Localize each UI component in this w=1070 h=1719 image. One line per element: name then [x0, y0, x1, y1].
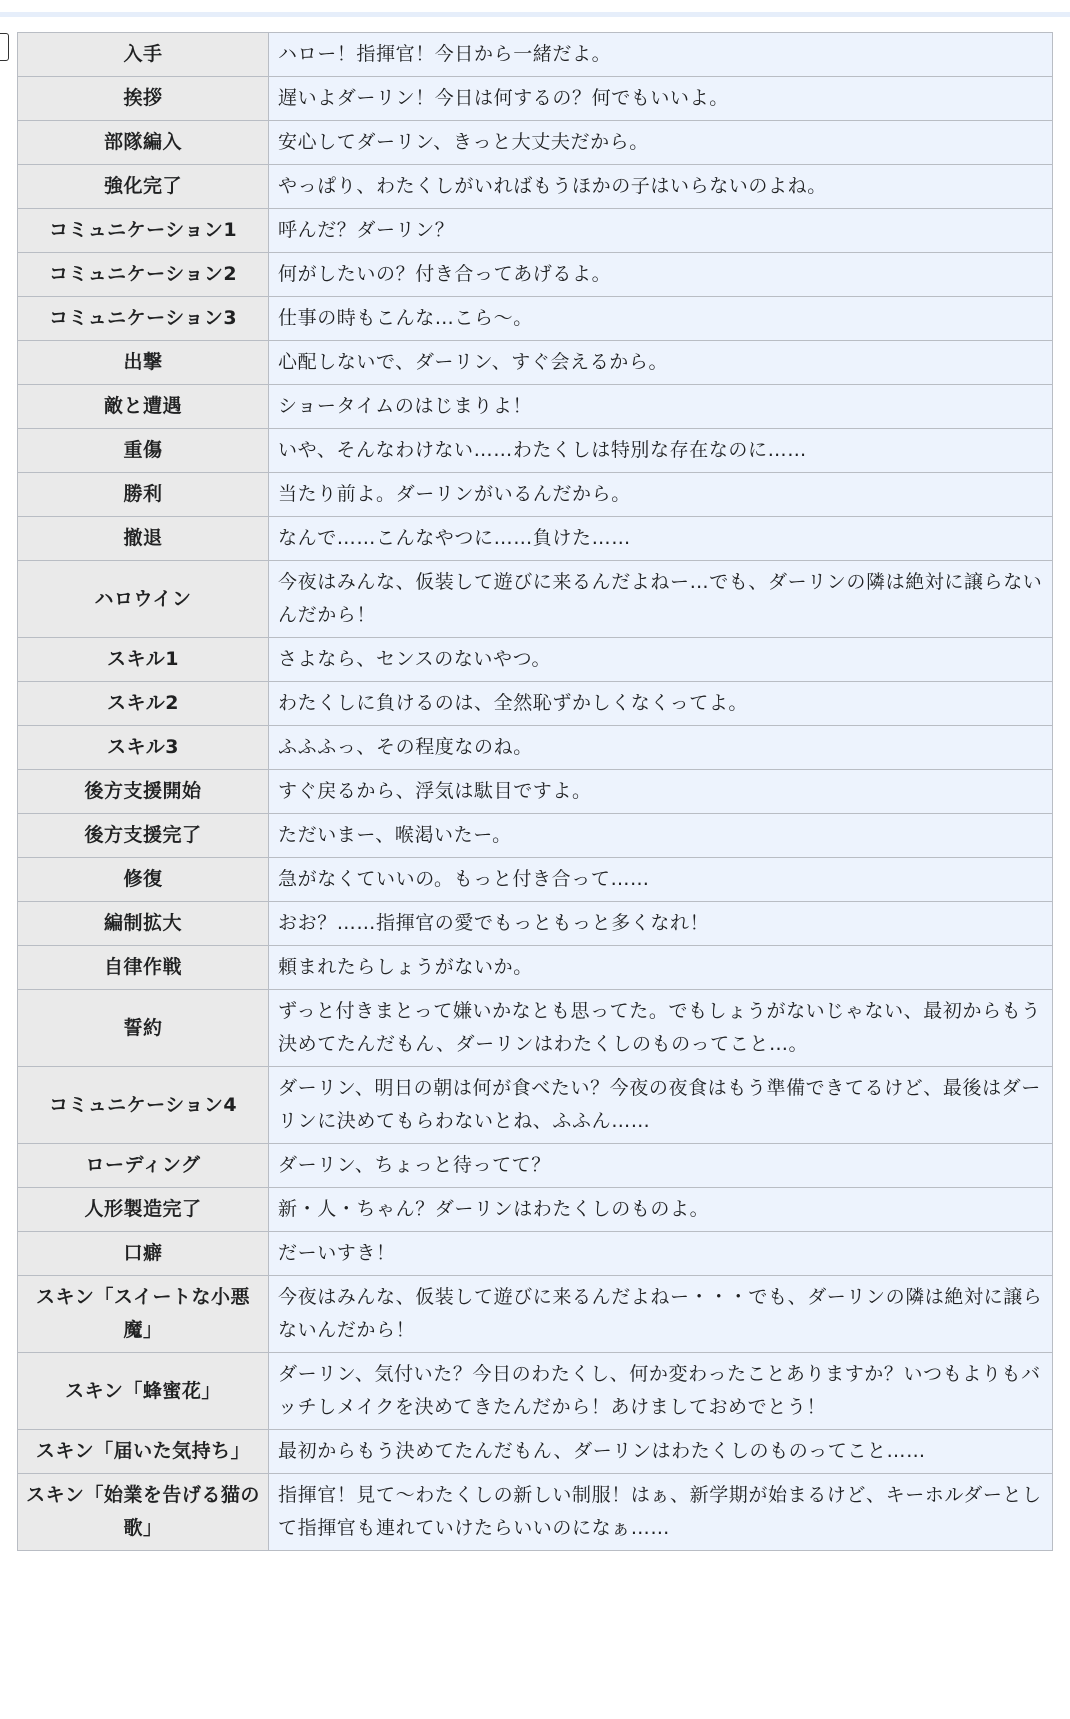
table-row — [18, 1276, 1053, 1353]
voice-line-text: なんで……こんなやつに……負けた…… — [269, 517, 1053, 561]
voice-line-text: 安心してダーリン、きっと大丈夫だから。 — [269, 121, 1053, 165]
table-row — [18, 1144, 1053, 1188]
voice-trigger-label: 誓約 — [18, 990, 269, 1067]
table-row — [18, 638, 1053, 682]
voice-trigger-label: 自律作戦 — [18, 946, 269, 990]
voice-line-text: いや、そんなわけない……わたくしは特別な存在なのに…… — [269, 429, 1053, 473]
table-row — [18, 770, 1053, 814]
voice-line-text: ずっと付きまとって嫌いかなとも思ってた。でもしょうがないじゃない、最初からもう決めてたんだもん、ダーリンはわたくしのものってこと…。 — [269, 990, 1053, 1067]
voice-line-text: 最初からもう決めてたんだもん、ダーリンはわたくしのものってこと…… — [269, 1430, 1053, 1474]
voice-line-text: おお？……指揮官の愛でもっともっと多くなれ！ — [269, 902, 1053, 946]
voice-lines-body — [18, 33, 1053, 1551]
voice-line-text: わたくしに負けるのは、全然恥ずかしくなくってよ。 — [269, 682, 1053, 726]
table-row — [18, 1353, 1053, 1430]
table-row — [18, 858, 1053, 902]
table-row — [18, 682, 1053, 726]
voice-trigger-label: 挨拶 — [18, 77, 269, 121]
voice-trigger-label: 口癖 — [18, 1232, 269, 1276]
voice-line-text: 仕事の時もこんな…こら～。 — [269, 297, 1053, 341]
table-row — [18, 902, 1053, 946]
voice-trigger-label: スキン「蜂蜜花」 — [18, 1353, 269, 1430]
voice-trigger-label: 修復 — [18, 858, 269, 902]
table-row — [18, 1474, 1053, 1551]
voice-trigger-label: コミュニケーション3 — [18, 297, 269, 341]
voice-line-text: 心配しないで、ダーリン、すぐ会えるから。 — [269, 341, 1053, 385]
voice-trigger-label: 強化完了 — [18, 165, 269, 209]
voice-trigger-label: 出撃 — [18, 341, 269, 385]
voice-line-text: ただいまー、喉渇いたー。 — [269, 814, 1053, 858]
table-row — [18, 814, 1053, 858]
voice-line-text: 呼んだ？ダーリン？ — [269, 209, 1053, 253]
voice-trigger-label: スキン「スイートな小悪魔」 — [18, 1276, 269, 1353]
top-divider — [0, 12, 1070, 17]
table-row — [18, 517, 1053, 561]
voice-trigger-label: スキン「届いた気持ち」 — [18, 1430, 269, 1474]
voice-line-text: ダーリン、気付いた？今日のわたくし、何か変わったことありますか？いつもよりもバッチしメイクを決めてきたんだから！あけましておめでとう！ — [269, 1353, 1053, 1430]
edge-control[interactable] — [0, 33, 9, 61]
voice-line-text: 今夜はみんな、仮装して遊びに来るんだよねー…でも、ダーリンの隣は絶対に譲らないんだから！ — [269, 561, 1053, 638]
voice-trigger-label: 部隊編入 — [18, 121, 269, 165]
table-row — [18, 473, 1053, 517]
voice-trigger-label: 後方支援開始 — [18, 770, 269, 814]
voice-trigger-label: コミュニケーション4 — [18, 1067, 269, 1144]
voice-trigger-label: スキル1 — [18, 638, 269, 682]
voice-line-text: だーいすき！ — [269, 1232, 1053, 1276]
voice-line-text: ダーリン、明日の朝は何が食べたい？今夜の夜食はもう準備できてるけど、最後はダーリンに決めてもらわないとね、ふふん…… — [269, 1067, 1053, 1144]
table-row — [18, 561, 1053, 638]
table-row — [18, 341, 1053, 385]
table-row — [18, 1188, 1053, 1232]
voice-line-text: 急がなくていいの。もっと付き合って…… — [269, 858, 1053, 902]
table-row — [18, 297, 1053, 341]
table-row — [18, 33, 1053, 77]
table-row — [18, 121, 1053, 165]
voice-line-text: やっぱり、わたくしがいればもうほかの子はいらないのよね。 — [269, 165, 1053, 209]
table-row — [18, 1430, 1053, 1474]
voice-trigger-label: スキン「始業を告げる猫の歌」 — [18, 1474, 269, 1551]
voice-trigger-label: 敵と遭遇 — [18, 385, 269, 429]
voice-trigger-label: ハロウイン — [18, 561, 269, 638]
voice-line-text: 頼まれたらしょうがないか。 — [269, 946, 1053, 990]
voice-trigger-label: ローディング — [18, 1144, 269, 1188]
voice-trigger-label: 後方支援完了 — [18, 814, 269, 858]
table-row — [18, 990, 1053, 1067]
voice-line-text: ハロー！指揮官！今日から一緒だよ。 — [269, 33, 1053, 77]
voice-line-text: 今夜はみんな、仮装して遊びに来るんだよねー・・・でも、ダーリンの隣は絶対に譲らないんだから！ — [269, 1276, 1053, 1353]
voice-line-text: さよなら、センスのないやつ。 — [269, 638, 1053, 682]
voice-trigger-label: 人形製造完了 — [18, 1188, 269, 1232]
voice-line-text: 新・人・ちゃん？ダーリンはわたくしのものよ。 — [269, 1188, 1053, 1232]
voice-line-text: 当たり前よ。ダーリンがいるんだから。 — [269, 473, 1053, 517]
voice-line-text: ダーリン、ちょっと待ってて？ — [269, 1144, 1053, 1188]
table-row — [18, 726, 1053, 770]
table-row — [18, 253, 1053, 297]
table-row — [18, 429, 1053, 473]
table-row — [18, 946, 1053, 990]
table-row — [18, 77, 1053, 121]
voice-trigger-label: スキル2 — [18, 682, 269, 726]
voice-trigger-label: コミュニケーション1 — [18, 209, 269, 253]
voice-trigger-label: コミュニケーション2 — [18, 253, 269, 297]
voice-trigger-label: スキル3 — [18, 726, 269, 770]
voice-line-text: 指揮官！見て～わたくしの新しい制服！はぁ、新学期が始まるけど、キーホルダーとして指揮官も連れていけたらいいのになぁ…… — [269, 1474, 1053, 1551]
voice-line-text: ふふふっ、その程度なのね。 — [269, 726, 1053, 770]
table-row — [18, 209, 1053, 253]
voice-trigger-label: 撤退 — [18, 517, 269, 561]
table-row — [18, 165, 1053, 209]
voice-lines-table — [17, 32, 1053, 1551]
voice-line-text: ショータイムのはじまりよ！ — [269, 385, 1053, 429]
table-row — [18, 385, 1053, 429]
voice-trigger-label: 入手 — [18, 33, 269, 77]
voice-line-text: 何がしたいの？付き合ってあげるよ。 — [269, 253, 1053, 297]
table-row — [18, 1067, 1053, 1144]
voice-trigger-label: 編制拡大 — [18, 902, 269, 946]
voice-trigger-label: 勝利 — [18, 473, 269, 517]
voice-trigger-label: 重傷 — [18, 429, 269, 473]
voice-line-text: 遅いよダーリン！今日は何するの？何でもいいよ。 — [269, 77, 1053, 121]
table-row — [18, 1232, 1053, 1276]
voice-line-text: すぐ戻るから、浮気は駄目ですよ。 — [269, 770, 1053, 814]
